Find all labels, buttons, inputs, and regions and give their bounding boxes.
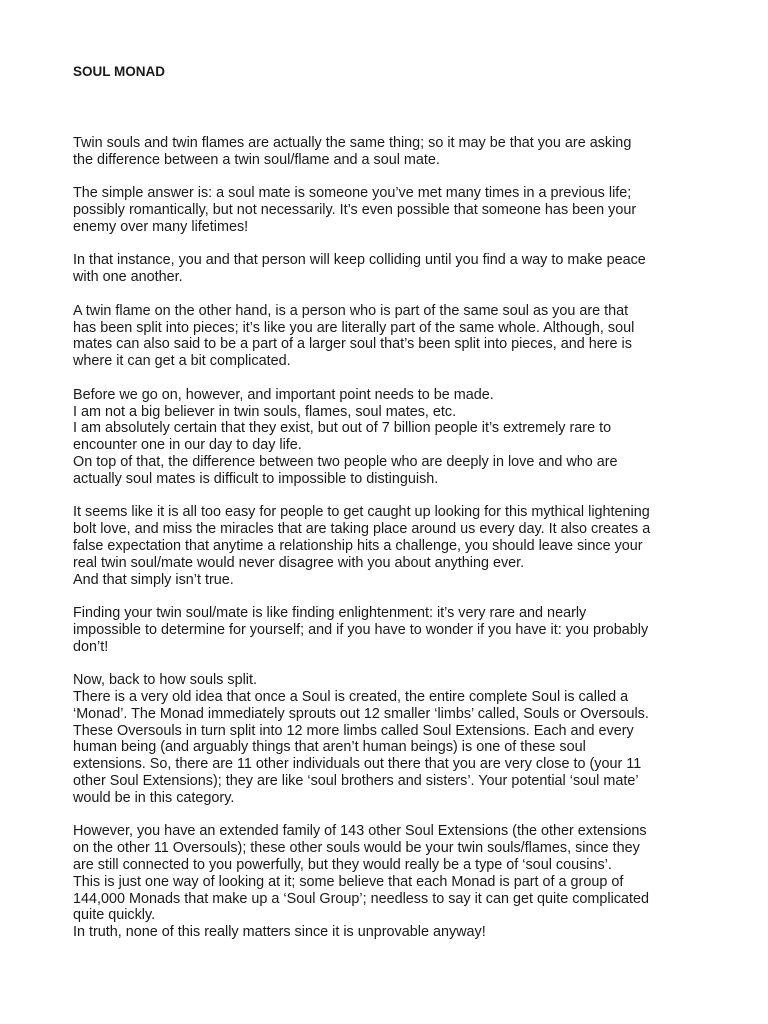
text-line: false expectation that anytime a relationship hits a challenge, you should leave since your (73, 537, 643, 554)
text-line: real twin soul/mate would never disagree with you about anything ever. (73, 554, 525, 571)
text-line: The simple answer is: a soul mate is someone you’ve met many times in a previous life; (73, 185, 632, 202)
text-line: extensions. So, there are 11 other individuals out there that you are very close to (your 11 (73, 756, 642, 773)
paragraph (73, 504, 703, 588)
text-line: would be in this category. (73, 789, 235, 806)
document-page (73, 64, 703, 958)
text-line: It seems like it is all too easy for people to get caught up looking for this mythical lightening (73, 504, 650, 521)
text-line: mates can also said to be a part of a larger soul that’s been split into pieces, and here is (73, 336, 632, 353)
text-line: I am not a big believer in twin souls, flames, soul mates, etc. (73, 403, 457, 420)
text-line: ‘Monad’. The Monad immediately sprouts out 12 smaller ‘limbs’ called, Souls or Oversouls. (73, 705, 649, 722)
text-line: Before we go on, however, and important point needs to be made. (73, 386, 494, 403)
text-line: enemy over many lifetimes! (73, 218, 249, 235)
text-line: where it can get a bit complicated. (73, 353, 291, 370)
text-line: In that instance, you and that person will keep colliding until you find a way to make peace (73, 252, 646, 269)
paragraph (73, 135, 703, 169)
text-line: are still connected to you powerfully, but they would really be a type of ‘soul cousins’. (73, 857, 612, 874)
text-line: These Oversouls in turn split into 12 more limbs called Soul Extensions. Each and every (73, 722, 634, 739)
paragraph (73, 303, 703, 370)
text-line: Now, back to how souls split. (73, 672, 257, 689)
text-line: In truth, none of this really matters since it is unprovable anyway! (73, 924, 486, 941)
text-line: the difference between a twin soul/flame and a soul mate. (73, 151, 440, 168)
text-line: However, you have an extended family of 143 other Soul Extensions (the other extensions (73, 823, 647, 840)
text-line: other Soul Extensions); they are like ‘soul brothers and sisters’. Your potential ‘soul mate’ (73, 773, 639, 790)
text-line: Twin souls and twin flames are actually the same thing; so it may be that you are asking (73, 134, 632, 151)
text-line: bolt love, and miss the miracles that are taking place around us every day. It also creates a (73, 521, 651, 538)
paragraph (73, 672, 703, 806)
text-line: There is a very old idea that once a Soul is created, the entire complete Soul is called a (73, 689, 629, 706)
text-line: This is just one way of looking at it; some believe that each Monad is part of a group of (73, 873, 624, 890)
text-line: A twin flame on the other hand, is a person who is part of the same soul as you are that (73, 302, 629, 319)
text-line: encounter one in our day to day life. (73, 437, 302, 454)
paragraph (73, 252, 703, 286)
text-line: possibly romantically, but not necessarily. It’s even possible that someone has been your (73, 201, 637, 218)
text-line: on the other 11 Oversouls); these other souls would be your twin souls/flames, since they (73, 840, 640, 857)
paragraph (73, 823, 703, 941)
text-line: impossible to determine for yourself; and if you have to wonder if you have it: you probably (73, 621, 649, 638)
text-line: quite quickly. (73, 907, 156, 924)
text-line: with one another. (73, 269, 183, 286)
text-line: human being (and arguably things that aren’t human beings) is one of these soul (73, 739, 586, 756)
text-line: actually soul mates is difficult to impossible to distinguish. (73, 470, 439, 487)
text-line: has been split into pieces; it’s like you are literally part of the same whole. Although, soul (73, 319, 635, 336)
text-line: don’t! (73, 638, 109, 655)
text-line: And that simply isn’t true. (73, 571, 234, 588)
text-line: 144,000 Monads that make up a ‘Soul Group’; needless to say it can get quite complicated (73, 890, 649, 907)
title-spacer (73, 81, 703, 135)
document-body (73, 135, 703, 941)
paragraph (73, 387, 703, 488)
paragraph (73, 605, 703, 655)
paragraph (73, 185, 703, 235)
text-line: I am absolutely certain that they exist, but out of 7 billion people it’s extremely rare to (73, 420, 612, 437)
text-line: On top of that, the difference between two people who are deeply in love and who are (73, 453, 618, 470)
text-line: Finding your twin soul/mate is like finding enlightenment: it’s very rare and nearly (73, 605, 587, 622)
document-title: SOUL MONAD (73, 64, 166, 79)
